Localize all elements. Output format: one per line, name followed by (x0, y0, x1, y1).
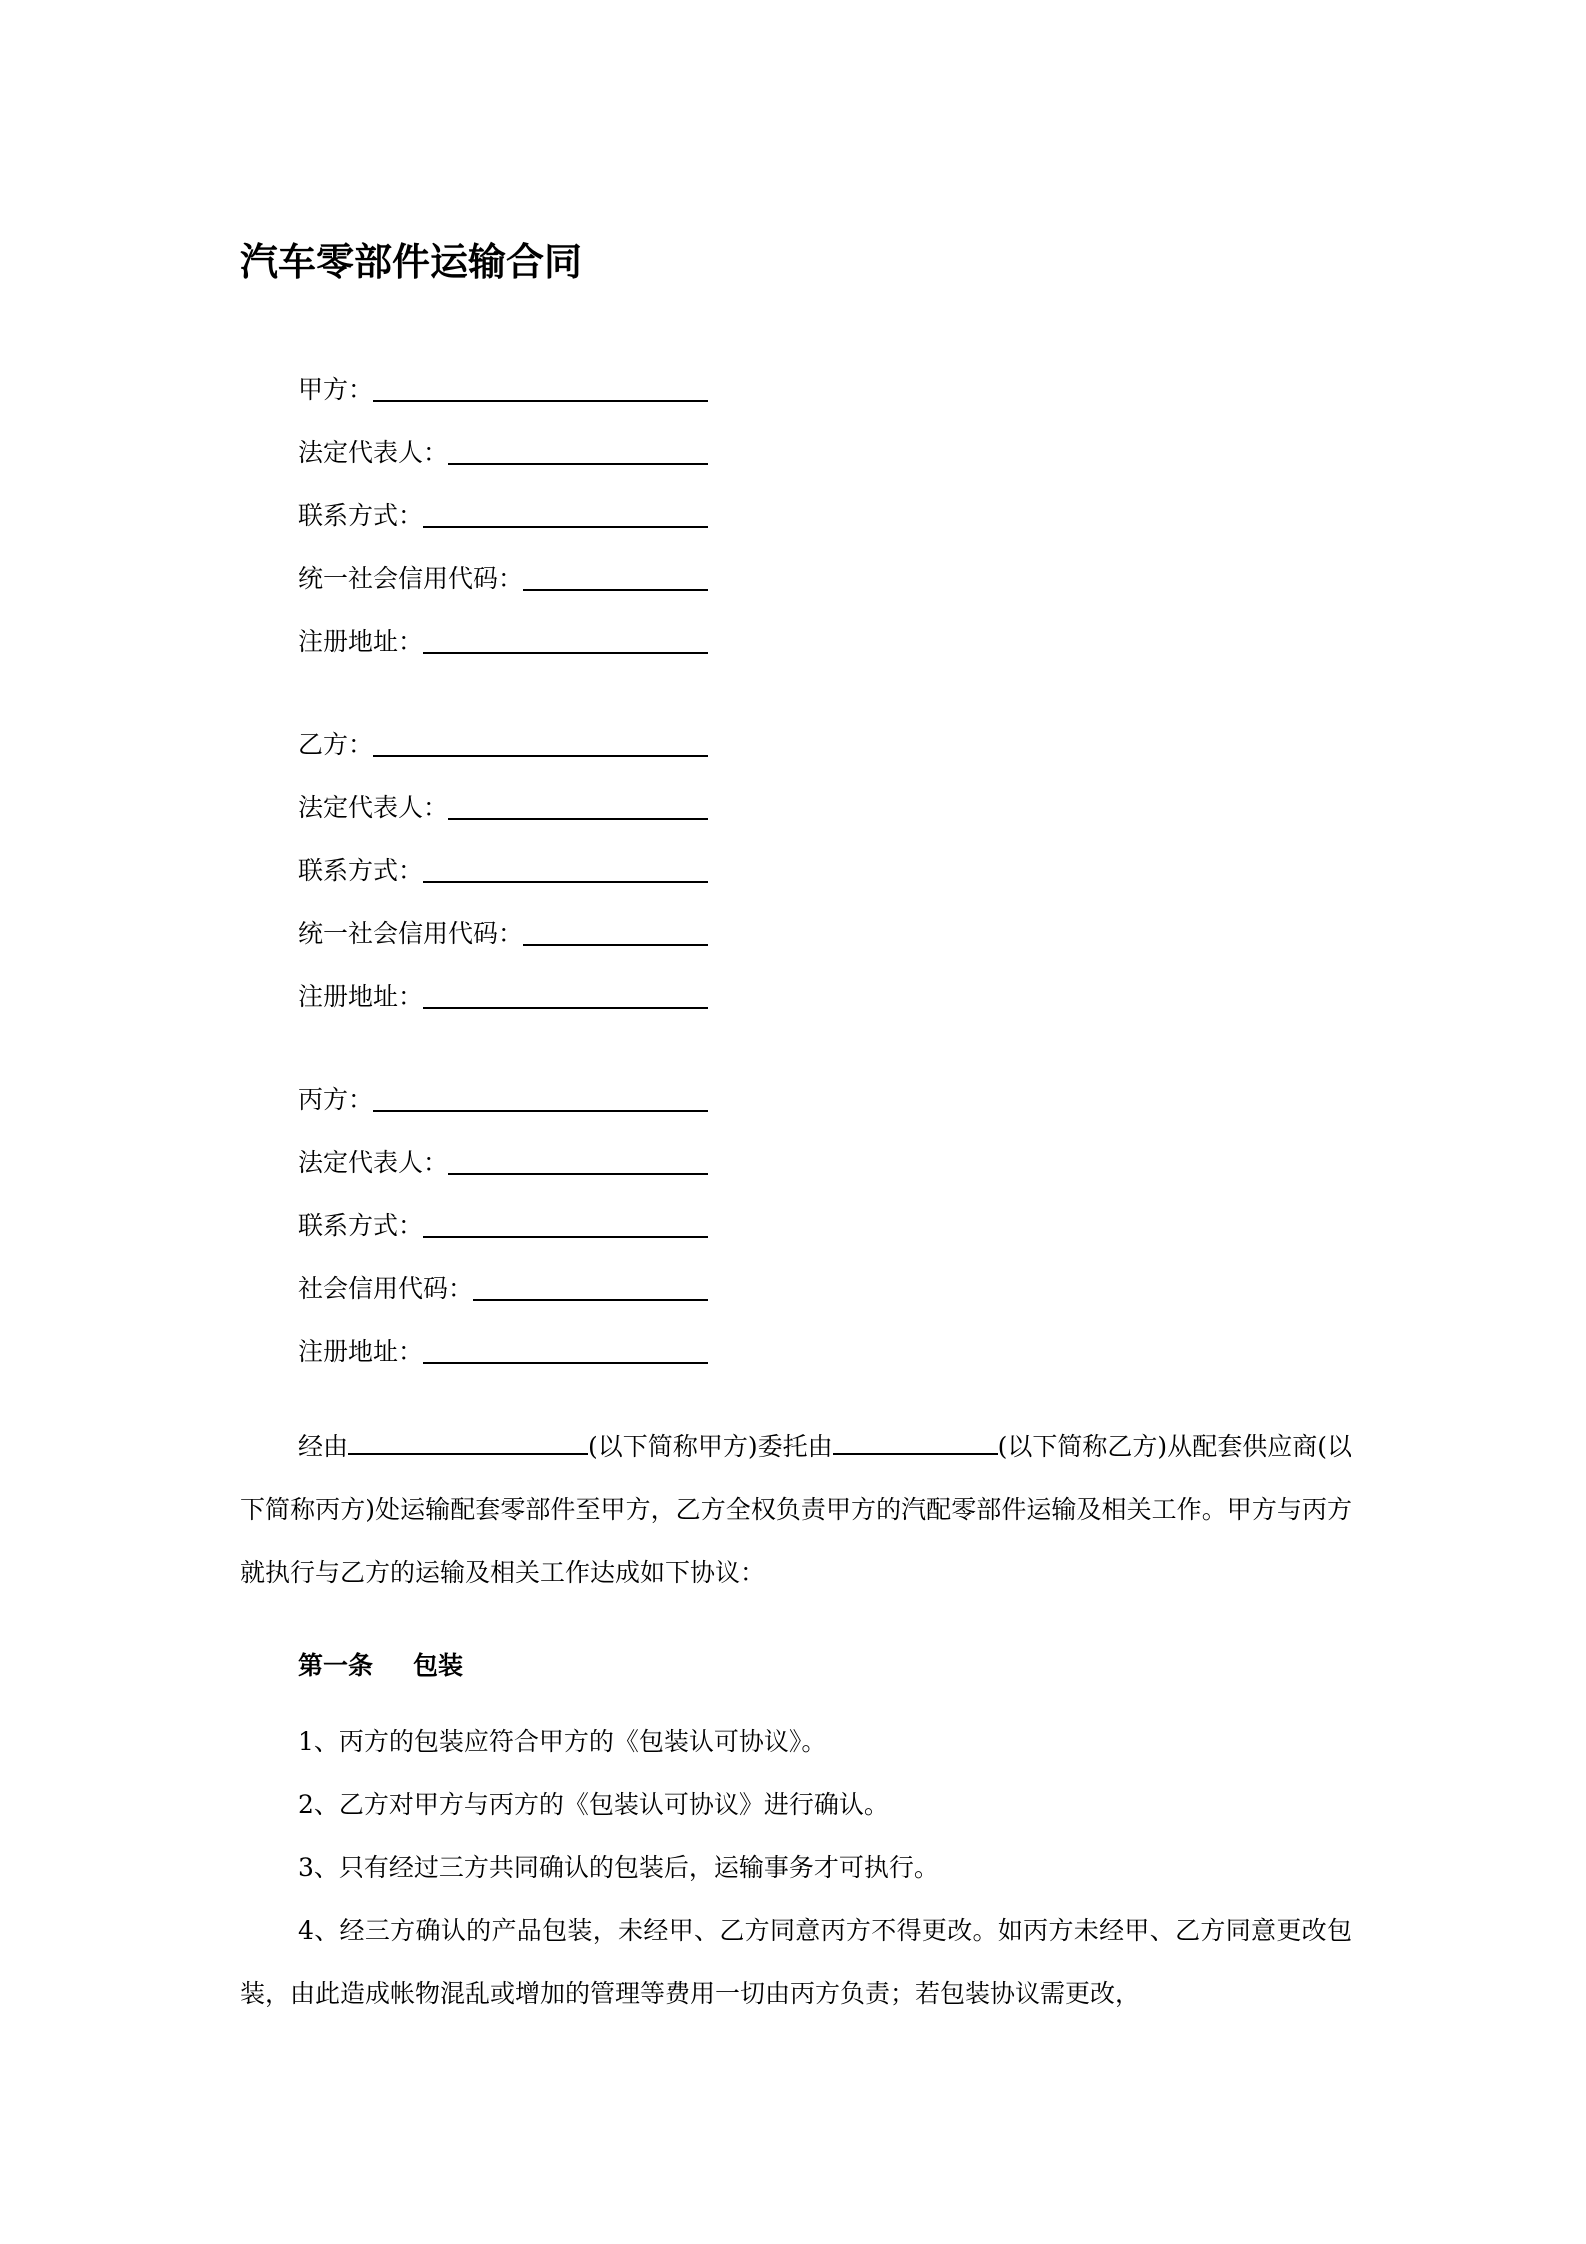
entrusting-party-blank[interactable] (348, 1429, 588, 1455)
party-c-name-blank[interactable] (373, 1084, 708, 1112)
party-a-legal-rep-blank[interactable] (448, 437, 708, 465)
field-label: 注册地址： (298, 982, 424, 1011)
preamble-text-1: 经由 (298, 1432, 349, 1461)
party-c-credit-code-blank[interactable] (473, 1273, 708, 1301)
party-a-address-blank[interactable] (423, 626, 708, 654)
party-c-legal-rep-blank[interactable] (448, 1147, 708, 1175)
party-c-address-blank[interactable] (423, 1336, 708, 1364)
field-label: 联系方式： (298, 501, 424, 530)
clause-3 (240, 1836, 1352, 1899)
field-label: 统一社会信用代码： (298, 919, 524, 948)
party-b-legal-rep-row (298, 763, 708, 826)
party-a-address-row (298, 597, 708, 660)
clause-text: 4、经三方确认的产品包装，未经甲、乙方同意丙方不得更改。如丙方未经甲、乙方同意更改包装，由此造成帐物混乱或增加的管理等费用一切由丙方负责；若包装协议需更改， (240, 1916, 1352, 2008)
field-label: 法定代表人： (298, 1148, 449, 1177)
clause-2 (240, 1773, 1352, 1836)
field-label: 法定代表人： (298, 438, 449, 467)
field-label: 注册地址： (298, 627, 424, 656)
preamble-text-3: (以下简称乙方)从配套供应商(以下简称丙方)处运输配套零部件至甲方，乙方全权负责甲方的汽配零部件运输及相关工作。甲方与丙方就执行与乙方的运输及相关工作达成如下协议： (240, 1432, 1352, 1587)
document-title: 汽车零部件运输合同 (240, 240, 583, 284)
party-b-block (298, 700, 708, 1015)
party-b-address-row (298, 952, 708, 1015)
party-b-contact-row (298, 826, 708, 889)
preamble-paragraph (240, 1415, 1352, 1604)
party-a-block (298, 345, 708, 660)
article-1-number: 第一条 (298, 1651, 374, 1680)
party-b-name-row (298, 700, 708, 763)
party-b-credit-code-row (298, 889, 708, 952)
party-b-contact-blank[interactable] (423, 855, 708, 883)
clause-text: 3、只有经过三方共同确认的包装后，运输事务才可执行。 (298, 1853, 939, 1882)
party-c-address-row (298, 1307, 708, 1370)
party-b-credit-code-blank[interactable] (523, 918, 708, 946)
field-label: 注册地址： (298, 1337, 424, 1366)
article-1-name: 包装 (413, 1651, 464, 1680)
party-c-contact-row (298, 1181, 708, 1244)
party-c-contact-blank[interactable] (423, 1210, 708, 1238)
party-c-credit-code-row (298, 1244, 708, 1307)
field-label: 联系方式： (298, 856, 424, 885)
party-b-legal-rep-blank[interactable] (448, 792, 708, 820)
party-a-contact-row (298, 471, 708, 534)
party-c-block (298, 1055, 708, 1370)
field-label: 丙方： (298, 1085, 374, 1114)
party-a-name-row (298, 345, 708, 408)
party-c-name-row (298, 1055, 708, 1118)
field-label: 法定代表人： (298, 793, 449, 822)
field-label: 社会信用代码： (298, 1274, 474, 1303)
party-a-credit-code-row (298, 534, 708, 597)
field-label: 乙方： (298, 730, 374, 759)
clause-4 (240, 1899, 1352, 2025)
clause-text: 1、丙方的包装应符合甲方的《包装认可协议》。 (298, 1727, 827, 1756)
party-a-legal-rep-row (298, 408, 708, 471)
field-label: 统一社会信用代码： (298, 564, 524, 593)
party-c-legal-rep-row (298, 1118, 708, 1181)
clause-1 (240, 1710, 1352, 1773)
field-label: 甲方： (298, 375, 374, 404)
article-1-heading (298, 1648, 463, 1684)
party-a-contact-blank[interactable] (423, 500, 708, 528)
carrier-party-blank[interactable] (833, 1429, 998, 1455)
party-b-name-blank[interactable] (373, 729, 708, 757)
party-b-address-blank[interactable] (423, 981, 708, 1009)
preamble-text-2: (以下简称甲方)委托由 (588, 1432, 833, 1461)
field-label: 联系方式： (298, 1211, 424, 1240)
clause-text: 2、乙方对甲方与丙方的《包装认可协议》进行确认。 (298, 1790, 889, 1819)
party-a-name-blank[interactable] (373, 374, 708, 402)
party-a-credit-code-blank[interactable] (523, 563, 708, 591)
